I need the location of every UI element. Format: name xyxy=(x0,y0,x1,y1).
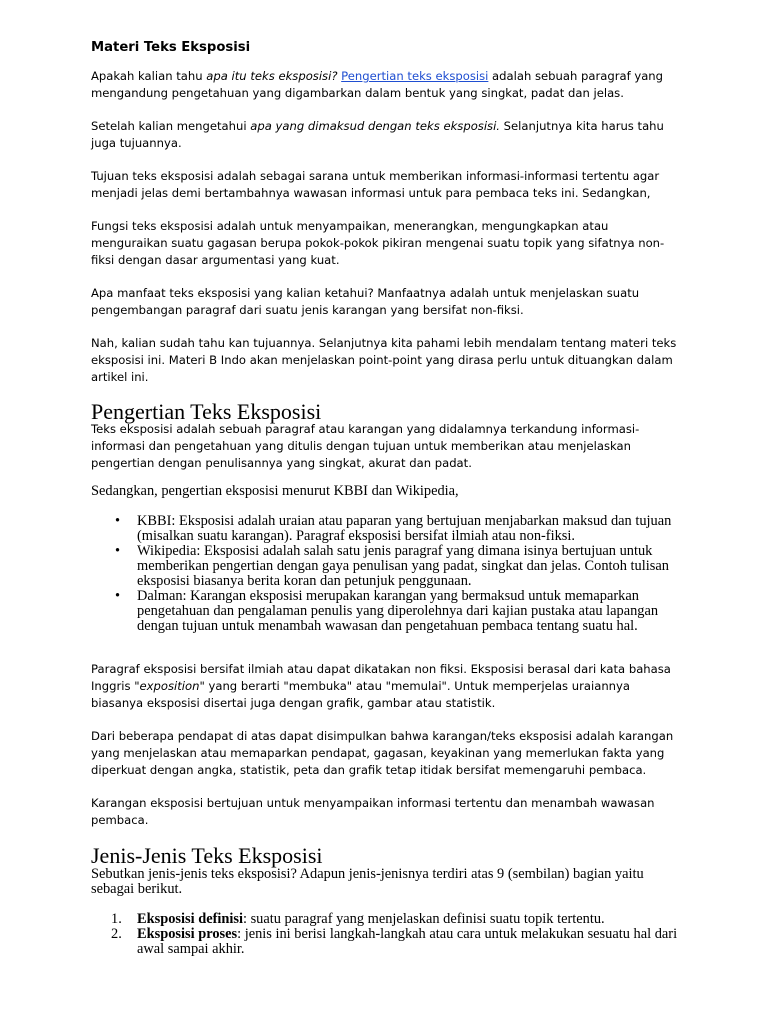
jenis-list xyxy=(91,912,691,957)
pengertian-paragraph-5: Karangan eksposisi bertujuan untuk menyampaikan informasi tertentu dan menambah wawasan pembaca. xyxy=(91,796,655,827)
pengertian-link[interactable]: Pengertian teks eksposisi xyxy=(341,69,489,83)
pengertian-paragraph-2: Sedangkan, pengertian eksposisi menurut KBBI dan Wikipedia, xyxy=(91,483,459,499)
pengertian-p3-text: Paragraf eksposisi bersifat ilmiah atau dapat dikatakan non fiksi. Eksposisi berasal dari kata bahasa Inggris " xyxy=(91,662,671,693)
intro-p2-text-2: Selanjutnya kita harus tahu juga tujuannya. xyxy=(91,119,664,150)
pengertian-paragraph-4: Dari beberapa pendapat di atas dapat disimpulkan bahwa karangan/teks eksposisi adalah karangan yang menjelaskan atau memaparkan pendapat, gagasan, keyakinan yang memerlukan fakta yang diperkuat dengan angka, statistik, peta dan grafik tetap itidak bersifat memengaruhi pembaca. xyxy=(91,729,674,777)
intro-paragraph-5: Apa manfaat teks eksposisi yang kalian ketahui? Manfaatnya adalah untuk menjelaskan suatu pengembangan paragraf dari suatu jenis karangan yang bersifat non-fiksi. xyxy=(91,286,640,317)
intro-p1-text: Apakah kalian tahu xyxy=(91,69,207,83)
intro-paragraph-6: Nah, kalian sudah tahu kan tujuannya. Selanjutnya kita pahami lebih mendalam tentang materi teks eksposisi ini. Materi B Indo akan menjelaskan point-point yang dirasa perlu untuk dituangkan dalam artikel ini. xyxy=(91,336,677,384)
list-term: Eksposisi proses xyxy=(137,926,238,942)
intro-paragraph-3: Tujuan teks eksposisi adalah sebagai sarana untuk memberikan informasi-informasi tertentu agar menjadi jelas demi bertambahnya wawasan informasi untuk para pembaca teks ini. Sedangkan, xyxy=(91,169,660,200)
intro-paragraph-2 xyxy=(91,118,681,152)
pengertian-p3-italic: exposition xyxy=(139,678,200,693)
jenis-paragraph-1: Sebutkan jenis-jenis teks eksposisi? Adapun jenis-jenisnya terdiri atas 9 (sembilan) bagian yaitu sebagai berikut. xyxy=(91,866,644,897)
list-item: • KBBI: Eksposisi adalah uraian atau paparan yang bertujuan menjabarkan maksud dan tujuan (misalkan suatu karangan). Paragraf eksposisi bersifat ilmiah atau non-fiksi. xyxy=(91,514,681,544)
list-desc: : jenis ini berisi langkah-langkah atau cara untuk melakukan sesuatu hal dari awal sampai akhir. xyxy=(137,926,678,957)
list-item xyxy=(91,927,691,957)
section-heading-pengertian: Pengertian Teks Eksposisi xyxy=(91,399,322,424)
intro-p2-text: Setelah kalian mengetahui xyxy=(91,119,251,133)
intro-p1-text-2: adalah sebuah paragraf yang mengandung pengetahuan yang digambarkan dalam bentuk yang singkat, padat dan jelas. xyxy=(91,69,664,100)
pengertian-p3-text-2: " yang berarti "membuka" atau "memulai". Untuk memperjelas uraiannya biasanya eksposisi disertai juga dengan grafik, gambar atau statistik. xyxy=(91,678,630,710)
list-item: • Wikipedia: Eksposisi adalah salah satu jenis paragraf yang dimana isinya bertujuan untuk memberikan pengertian dengan gaya penulisan yang padat, singkat dan jelas. Contoh tulisan eksposisi biasanya berita koran dan petunjuk penggunaan. xyxy=(91,544,681,589)
pengertian-paragraph-1: Teks eksposisi adalah sebuah paragraf atau karangan yang didalamnya terkandung informasi-informasi dan pengetahuan yang ditulis dengan tujuan untuk memberikan atau menjelaskan pengertian dengan penulisannya yang singkat, akurat dan padat. xyxy=(91,422,640,470)
list-number: 1. xyxy=(111,911,122,927)
document-title: Materi Teks Eksposisi xyxy=(91,40,251,55)
list-term: Eksposisi definisi xyxy=(137,911,243,927)
intro-paragraph-1 xyxy=(91,68,681,102)
list-desc: : suatu paragraf yang menjelaskan definisi suatu topik tertentu. xyxy=(242,911,605,927)
section-heading-jenis: Jenis-Jenis Teks Eksposisi xyxy=(91,843,323,868)
intro-p1-italic: apa itu teks eksposisi? xyxy=(206,69,338,83)
list-item xyxy=(91,912,691,927)
pengertian-paragraph-3 xyxy=(91,661,681,711)
intro-paragraph-4: Fungsi teks eksposisi adalah untuk menyampaikan, menerangkan, mengungkapkan atau menguraikan suatu gagasan berupa pokok-pokok pikiran mengenai suatu topik yang sifatnya non-fiksi dengan dasar argumentasi yang kuat. xyxy=(91,219,665,267)
definition-list xyxy=(91,514,681,634)
intro-p2-italic: apa yang dimaksud dengan teks eksposisi. xyxy=(250,119,500,133)
list-number: 2. xyxy=(111,926,122,942)
list-item: • Dalman: Karangan eksposisi merupakan karangan yang bermaksud untuk memaparkan pengetahuan dan pengalaman penulis yang diperolehnya dari kajian pustaka atau lapangan dengan tujuan untuk menambah wawasan dan pengetahuan pembaca tentang suatu hal. xyxy=(91,589,681,634)
